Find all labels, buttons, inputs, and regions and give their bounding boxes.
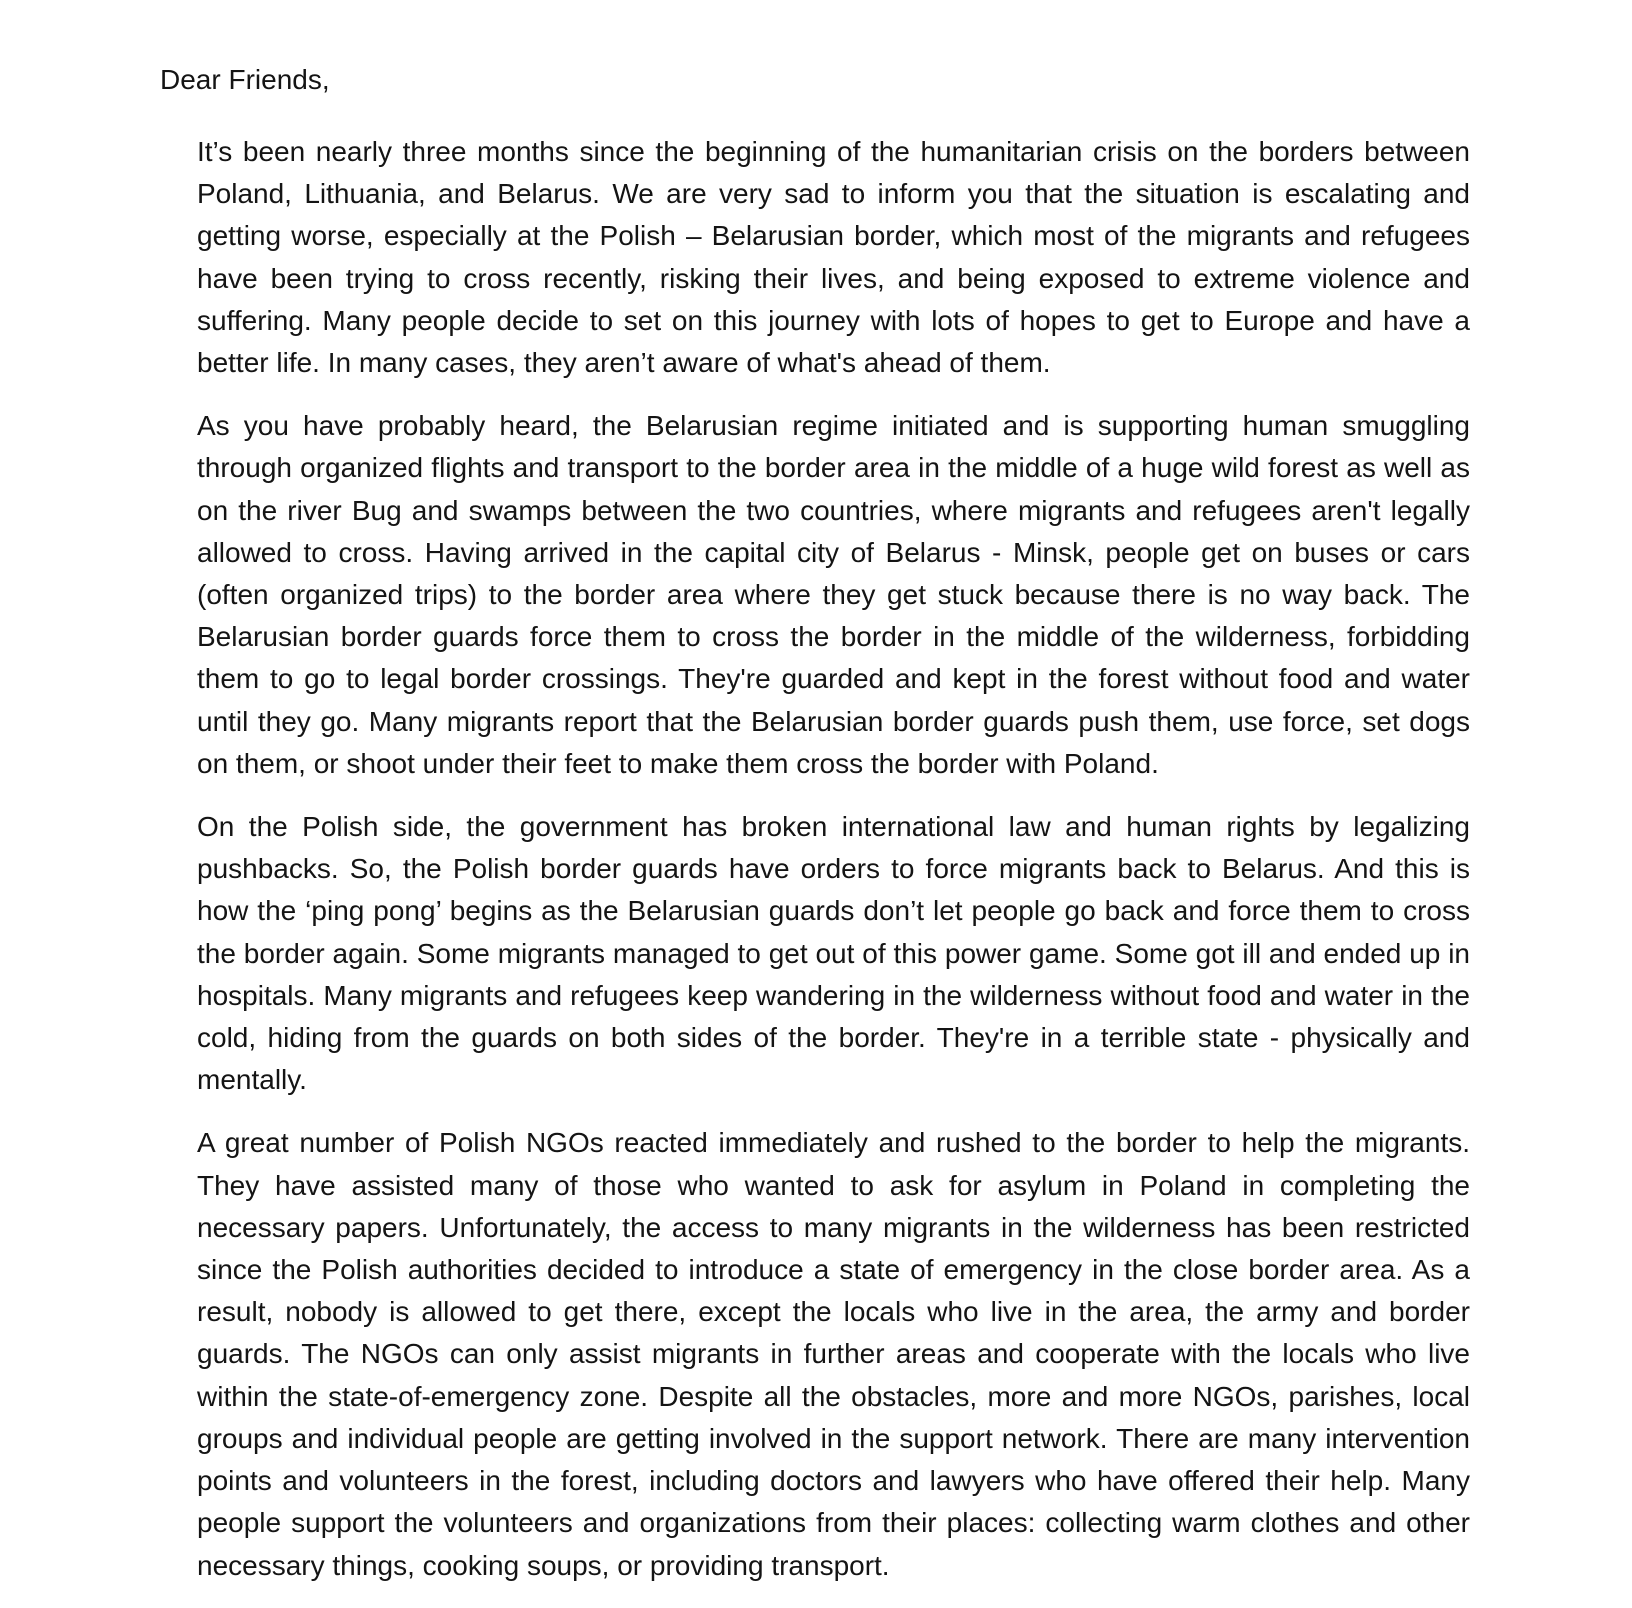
paragraph-1: It’s been nearly three months since the beginning of the humanitarian crisis on the borders between Poland, Lithuania, and Belarus. We are very sad to inform you that the situation is escalating and getting worse, especially at the Polish – Belarusian border, which most of the migrants and refugees have been trying to cross recently, risking their lives, and being exposed to extreme violence and suffering. Many people decide to set on this journey with lots of hopes to get to Europe and have a better life. In many cases, they aren’t aware of what's ahead of them. bbox=[197, 136, 1470, 379]
salutation: Dear Friends, bbox=[160, 64, 330, 95]
paragraph-2: As you have probably heard, the Belarusian regime initiated and is supporting human smuggling through organized flights and transport to the border area in the middle of a huge wild forest as well as on the river Bug and swamps between the two countries, where migrants and refugees aren't legally allowed to cross. Having arrived in the capital city of Belarus - Minsk, people get on buses or cars (often organized trips) to the border area where they get stuck because there is no way back. The Belarusian border guards force them to cross the border in the middle of the wilderness, forbidding them to go to legal border crossings. They're guarded and kept in the forest without food and water until they go. Many migrants report that the Belarusian border guards push them, use force, set dogs on them, or shoot under their feet to make them cross the border with Poland. bbox=[197, 410, 1470, 779]
paragraph-4: A great number of Polish NGOs reacted immediately and rushed to the border to help the migrants. They have assisted many of those who wanted to ask for asylum in Poland in completing the necessary papers. Unfortunately, the access to many migrants in the wilderness has been restricted since the Polish authorities decided to introduce a state of emergency in the close border area. As a result, nobody is allowed to get there, except the locals who live in the area, the army and border guards. The NGOs can only assist migrants in further areas and cooperate with the locals who live within the state-of-emergency zone. Despite all the obstacles, more and more NGOs, parishes, local groups and individual people are getting involved in the support network. There are many intervention points and volunteers in the forest, including doctors and lawyers who have offered their help. Many people support the volunteers and organizations from their places: collecting warm clothes and other necessary things, cooking soups, or providing transport. bbox=[197, 1127, 1470, 1581]
paragraph-3: On the Polish side, the government has broken international law and human rights by legalizing pushbacks. So, the Polish border guards have orders to force migrants back to Belarus. And this is how the ‘ping pong’ begins as the Belarusian guards don’t let people go back and force them to cross the border again. Some migrants managed to get out of this power game. Some got ill and ended up in hospitals. Many migrants and refugees keep wandering in the wilderness without food and water in the cold, hiding from the guards on both sides of the border. They're in a terrible state - physically and mentally. bbox=[197, 811, 1470, 1096]
letter-body bbox=[197, 131, 1470, 1608]
